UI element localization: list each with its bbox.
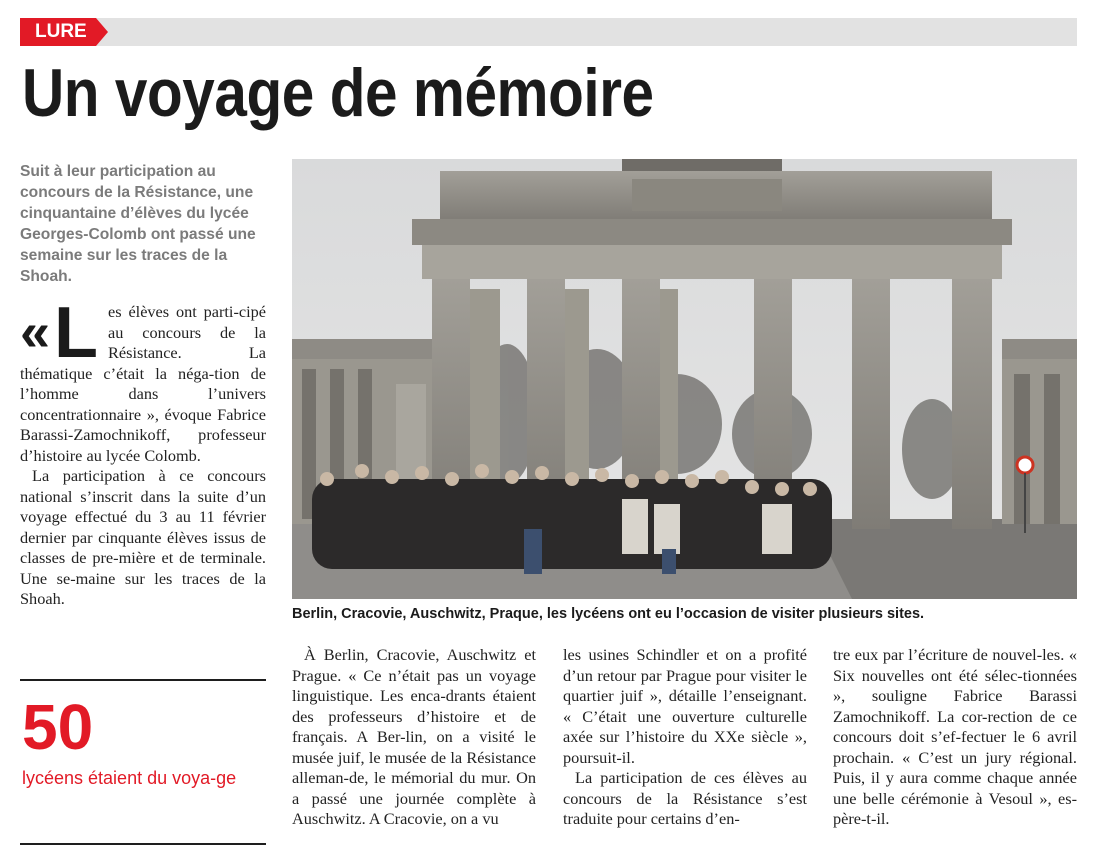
drop-cap: L: [54, 293, 99, 373]
opening-quote-mark: «: [20, 302, 51, 362]
section-tag: LURE: [20, 18, 96, 46]
student-group: [312, 464, 832, 574]
right-wing: [1002, 339, 1077, 524]
section-bar: [20, 18, 1077, 46]
intro-paragraph-1: es élèves ont parti-cipé au concours de la Résistance. La thématique c’était la néga-tion de l’homme dans l’univers concentrationnaire », évoque Fabrice Barassi-Zamochnikoff, professeur d’histoire au lycée Colomb.: [20, 302, 266, 465]
street-sign: [1017, 457, 1033, 473]
brandenburg-gate-illustration: [292, 159, 1077, 599]
body-column-2: [563, 645, 807, 830]
frieze: [422, 245, 1002, 279]
cornice: [412, 219, 1012, 245]
article-photo: [292, 159, 1077, 599]
col1-paragraph-1: À Berlin, Cracovie, Auschwitz et Prague. « Ce n’était pas un voyage linguistique. Les enca-drants étaient des professeurs d’histoire et de français. A Ber-lin, on a visité le musée juif, le musée de la Résistance alleman-de, le mémorial du mur. On a passé une journée complète à Auschwitz. A Cracovie, on a vu: [292, 645, 536, 828]
col2-paragraph-1: les usines Schindler et on a profité d’un retour par Prague pour visiter le quartier juif », détaille l’enseignant. « C’était une ouverture culturelle axée sur l’histoire du XXe siècle », poursuit-il.: [563, 645, 807, 767]
body-column-1: [292, 645, 536, 830]
intro-text: [20, 293, 266, 610]
stat-caption: lycéens étaient du voya-ge: [22, 768, 237, 788]
col2-paragraph-2: La participation de ces élèves au concours de la Résistance s’est traduite pour certains d’en-: [563, 768, 807, 828]
headline: Un voyage de mémoire: [22, 55, 654, 131]
intro-paragraph-2: La participation à ce concours national s’inscrit dans la suite d’un voyage effectué du 3 au 11 février dernier par cinquante élèves issus de classes de pre-mière et de terminale. Une se-maine sur les traces de la Shoah.: [20, 466, 266, 608]
photo-caption: Berlin, Cracovie, Auschwitz, Praque, les lycéens ont eu l’occasion de visiter plusieurs sites.: [292, 606, 925, 622]
stat-box: [20, 679, 266, 845]
lead-paragraph: Suit à leur participation au concours de la Résistance, une cinquantaine d’élèves du lycée Georges-Colomb ont passé une semaine sur les traces de la Shoah.: [20, 163, 256, 285]
col3-paragraph-1: tre eux par l’écriture de nouvel-les. « Six nouvelles ont été sélec-tionnées », souligne Fabrice Barassi Zamochnikoff. La cor-rection de ce concours doit s’ef-fectuer le 6 avril prochain. « C’est un jury régional. Puis, il y aura comme chaque année une belle cérémonie à Vesoul », es-père-t-il.: [833, 645, 1077, 828]
body-column-3: [833, 645, 1077, 830]
stat-number: 50: [22, 691, 94, 763]
